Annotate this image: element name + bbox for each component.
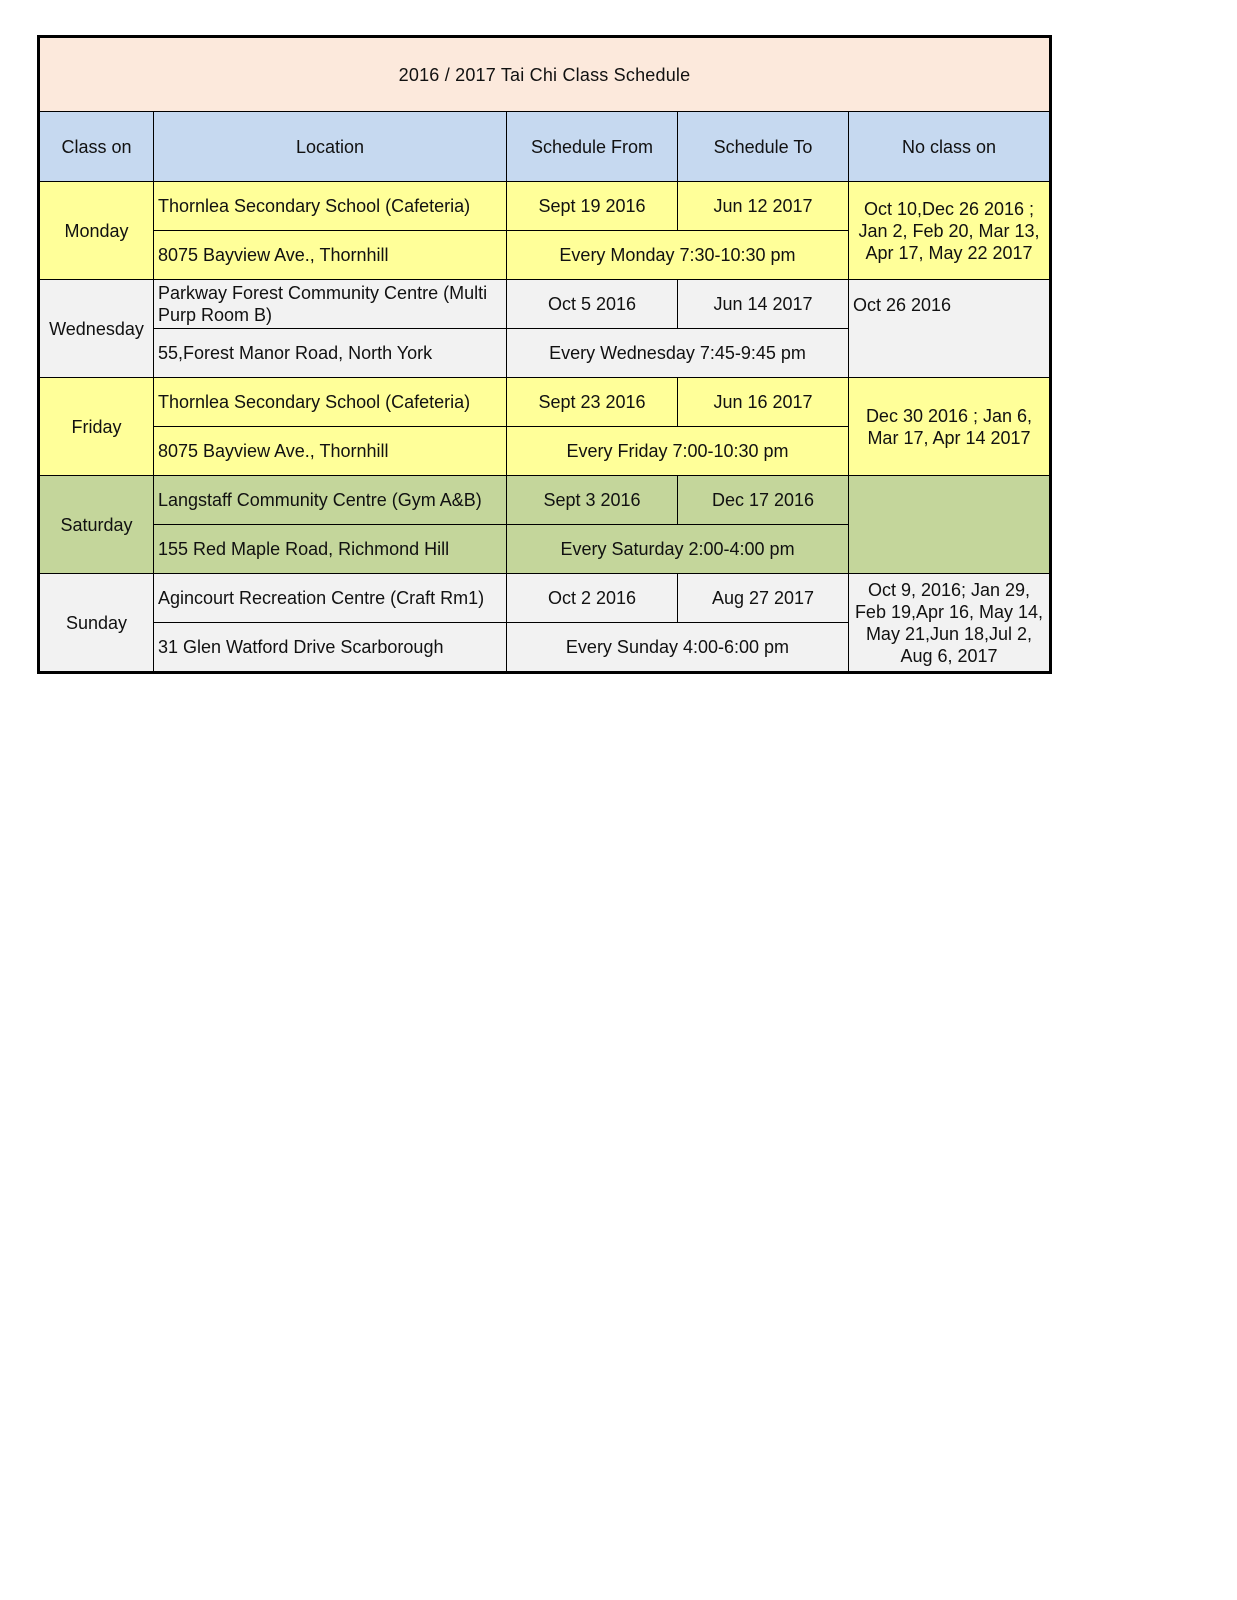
schedule-to: Jun 12 2017	[678, 182, 849, 231]
location-name: Langstaff Community Centre (Gym A&B)	[154, 476, 507, 525]
class-time: Every Monday 7:30-10:30 pm	[507, 231, 849, 280]
table-row	[39, 378, 1051, 427]
schedule-to: Aug 27 2017	[678, 574, 849, 623]
header-schedule-to: Schedule To	[678, 112, 849, 182]
no-class-dates	[849, 476, 1051, 574]
class-time: Every Friday 7:00-10:30 pm	[507, 427, 849, 476]
class-time: Every Wednesday 7:45-9:45 pm	[507, 329, 849, 378]
schedule-table	[37, 35, 1052, 674]
location-name: Thornlea Secondary School (Cafeteria)	[154, 378, 507, 427]
location-address: 8075 Bayview Ave., Thornhill	[154, 231, 507, 280]
header-row	[39, 112, 1051, 182]
header-class-on: Class on	[39, 112, 154, 182]
day-cell: Saturday	[39, 476, 154, 574]
class-time: Every Sunday 4:00-6:00 pm	[507, 623, 849, 673]
title-row	[39, 37, 1051, 112]
location-name: Thornlea Secondary School (Cafeteria)	[154, 182, 507, 231]
schedule-sheet	[37, 35, 1049, 674]
schedule-title: 2016 / 2017 Tai Chi Class Schedule	[39, 37, 1051, 112]
schedule-to: Jun 16 2017	[678, 378, 849, 427]
no-class-dates: Oct 10,Dec 26 2016 ; Jan 2, Feb 20, Mar 13, Apr 17, May 22 2017	[849, 182, 1051, 280]
day-cell: Monday	[39, 182, 154, 280]
day-cell: Sunday	[39, 574, 154, 673]
location-name: Parkway Forest Community Centre (Multi Purp Room B)	[154, 280, 507, 329]
location-address: 8075 Bayview Ave., Thornhill	[154, 427, 507, 476]
no-class-dates: Oct 9, 2016; Jan 29, Feb 19,Apr 16, May 14, May 21,Jun 18,Jul 2, Aug 6, 2017	[849, 574, 1051, 673]
day-cell: Wednesday	[39, 280, 154, 378]
class-time: Every Saturday 2:00-4:00 pm	[507, 525, 849, 574]
no-class-dates: Oct 26 2016	[849, 280, 1051, 378]
location-address: 55,Forest Manor Road, North York	[154, 329, 507, 378]
schedule-from: Sept 3 2016	[507, 476, 678, 525]
location-name: Agincourt Recreation Centre (Craft Rm1)	[154, 574, 507, 623]
no-class-dates: Dec 30 2016 ; Jan 6, Mar 17, Apr 14 2017	[849, 378, 1051, 476]
table-row	[39, 574, 1051, 623]
schedule-to: Jun 14 2017	[678, 280, 849, 329]
header-location: Location	[154, 112, 507, 182]
schedule-to: Dec 17 2016	[678, 476, 849, 525]
location-address: 155 Red Maple Road, Richmond Hill	[154, 525, 507, 574]
schedule-from: Oct 2 2016	[507, 574, 678, 623]
schedule-from: Sept 23 2016	[507, 378, 678, 427]
table-row	[39, 182, 1051, 231]
schedule-from: Sept 19 2016	[507, 182, 678, 231]
header-schedule-from: Schedule From	[507, 112, 678, 182]
table-row	[39, 280, 1051, 329]
table-row	[39, 476, 1051, 525]
location-address: 31 Glen Watford Drive Scarborough	[154, 623, 507, 673]
header-no-class-on: No class on	[849, 112, 1051, 182]
day-cell: Friday	[39, 378, 154, 476]
schedule-from: Oct 5 2016	[507, 280, 678, 329]
